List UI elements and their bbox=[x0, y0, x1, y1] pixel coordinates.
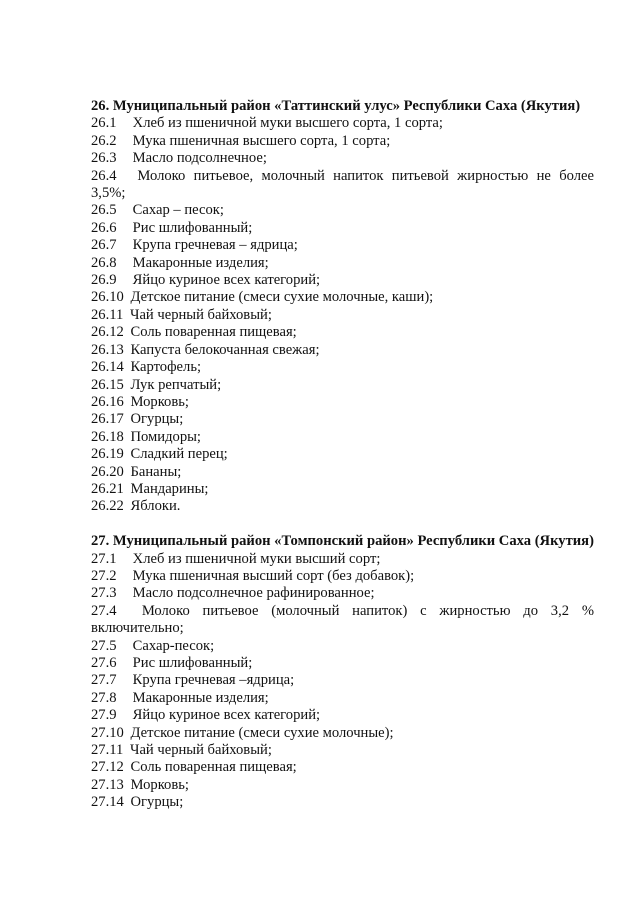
list-item bbox=[91, 446, 594, 463]
section-heading: 27. Муниципальный район «Томпонский район» Республики Саха (Якутия) bbox=[91, 533, 594, 550]
item-number: 27.12 bbox=[91, 759, 124, 776]
item-number: 26.6 bbox=[91, 219, 117, 236]
item-number: 26.14 bbox=[91, 359, 124, 376]
item-number: 26.3 bbox=[91, 150, 117, 167]
item-text: Молоко питьевое, молочный напиток питьевой жирностью не более 3,5%; bbox=[91, 167, 594, 202]
item-text: Хлеб из пшеничной муки высший сорт; bbox=[132, 550, 381, 567]
item-text: Лук репчатый; bbox=[130, 376, 222, 393]
list-item bbox=[91, 655, 594, 672]
list-item bbox=[91, 585, 594, 602]
item-text: Соль поваренная пищевая; bbox=[130, 324, 297, 341]
list-item bbox=[91, 429, 594, 446]
list-item bbox=[91, 707, 594, 724]
item-number: 27.7 bbox=[91, 672, 117, 689]
list-item bbox=[91, 237, 594, 254]
list-item bbox=[91, 168, 594, 203]
list-item bbox=[91, 150, 594, 167]
list-item bbox=[91, 202, 594, 219]
item-text: Макаронные изделия; bbox=[132, 254, 269, 271]
item-number: 26.22 bbox=[91, 498, 124, 515]
list-item bbox=[91, 359, 594, 376]
list-item bbox=[91, 568, 594, 585]
item-number: 27.14 bbox=[91, 794, 124, 811]
list-item bbox=[91, 133, 594, 150]
list-item bbox=[91, 725, 594, 742]
item-text: Сахар – песок; bbox=[132, 202, 224, 219]
section-heading: 26. Муниципальный район «Таттинский улус» Республики Саха (Якутия) bbox=[91, 98, 581, 114]
item-text: Макаронные изделия; bbox=[132, 689, 269, 706]
list-item bbox=[91, 690, 594, 707]
item-text: Мука пшеничная высшего сорта, 1 сорта; bbox=[132, 132, 391, 149]
list-item bbox=[91, 638, 594, 655]
item-number: 26.19 bbox=[91, 446, 124, 463]
item-text: Крупа гречневая – ядрица; bbox=[132, 237, 298, 254]
item-number: 26.10 bbox=[91, 289, 124, 306]
item-number: 26.12 bbox=[91, 324, 124, 341]
list-item bbox=[91, 115, 594, 132]
list-item bbox=[91, 551, 594, 568]
list-item bbox=[91, 464, 594, 481]
item-text: Детское питание (смеси сухие молочные, каши); bbox=[130, 289, 434, 306]
item-number: 26.1 bbox=[91, 115, 117, 132]
item-number: 27.4 bbox=[91, 602, 117, 619]
list-item bbox=[91, 307, 594, 324]
item-text: Яйцо куриное всех категорий; bbox=[132, 707, 321, 724]
item-text: Масло подсолнечное рафинированное; bbox=[132, 585, 375, 602]
item-text: Рис шлифованный; bbox=[132, 219, 253, 236]
item-number: 26.21 bbox=[91, 480, 124, 497]
item-text: Капуста белокочанная свежая; bbox=[130, 341, 320, 358]
list-item bbox=[91, 672, 594, 689]
item-text: Рис шлифованный; bbox=[132, 654, 253, 671]
list-item bbox=[91, 777, 594, 794]
item-number: 26.18 bbox=[91, 428, 124, 445]
list-item bbox=[91, 411, 594, 428]
item-number: 26.7 bbox=[91, 237, 117, 254]
item-number: 27.9 bbox=[91, 707, 117, 724]
list-item bbox=[91, 220, 594, 237]
section-27 bbox=[91, 533, 594, 812]
item-number: 27.3 bbox=[91, 585, 117, 602]
list-item bbox=[91, 272, 594, 289]
list-item bbox=[91, 481, 594, 498]
section-26 bbox=[91, 98, 594, 516]
item-number: 27.13 bbox=[91, 776, 124, 793]
list-item bbox=[91, 742, 594, 759]
item-text: Морковь; bbox=[130, 393, 189, 410]
item-text: Молоко питьевое (молочный напиток) с жирностью до 3,2 % включительно; bbox=[91, 602, 594, 637]
item-text: Сахар-песок; bbox=[132, 637, 215, 654]
item-text: Сладкий перец; bbox=[130, 446, 228, 463]
item-text: Масло подсолнечное; bbox=[132, 150, 267, 167]
item-text: Огурцы; bbox=[130, 794, 184, 811]
item-text: Мандарины; bbox=[130, 480, 209, 497]
item-text: Бананы; bbox=[130, 463, 182, 480]
item-text: Мука пшеничная высший сорт (без добавок); bbox=[132, 567, 415, 584]
item-number: 26.17 bbox=[91, 411, 124, 428]
item-text: Помидоры; bbox=[130, 428, 201, 445]
item-text: Хлеб из пшеничной муки высшего сорта, 1 сорта; bbox=[132, 115, 443, 132]
item-text: Крупа гречневая –ядрица; bbox=[132, 672, 295, 689]
item-text: Соль поваренная пищевая; bbox=[130, 759, 297, 776]
item-number: 27.1 bbox=[91, 550, 117, 567]
item-number: 27.10 bbox=[91, 724, 124, 741]
item-number: 26.11 bbox=[91, 306, 124, 323]
item-number: 26.9 bbox=[91, 272, 117, 289]
item-number: 26.15 bbox=[91, 376, 124, 393]
item-number: 26.8 bbox=[91, 254, 117, 271]
list-item bbox=[91, 289, 594, 306]
item-number: 27.6 bbox=[91, 654, 117, 671]
item-text: Морковь; bbox=[130, 776, 189, 793]
item-number: 26.13 bbox=[91, 341, 124, 358]
item-number: 27.8 bbox=[91, 689, 117, 706]
list-item bbox=[91, 498, 594, 515]
item-number: 27.11 bbox=[91, 742, 124, 759]
item-number: 26.5 bbox=[91, 202, 117, 219]
item-text: Огурцы; bbox=[130, 411, 184, 428]
item-text: Чай черный байховый; bbox=[129, 742, 272, 759]
list-item bbox=[91, 377, 594, 394]
item-text: Яйцо куриное всех категорий; bbox=[132, 272, 321, 289]
item-number: 26.16 bbox=[91, 393, 124, 410]
list-item bbox=[91, 324, 594, 341]
list-item bbox=[91, 255, 594, 272]
item-text: Картофель; bbox=[130, 359, 202, 376]
item-number: 26.2 bbox=[91, 132, 117, 149]
list-item bbox=[91, 603, 594, 638]
item-text: Чай черный байховый; bbox=[129, 306, 272, 323]
item-number: 27.5 bbox=[91, 637, 117, 654]
list-item bbox=[91, 794, 594, 811]
item-number: 26.20 bbox=[91, 463, 124, 480]
item-number: 27.2 bbox=[91, 567, 117, 584]
item-text: Детское питание (смеси сухие молочные); bbox=[130, 724, 394, 741]
document-page bbox=[91, 98, 594, 812]
list-item bbox=[91, 394, 594, 411]
item-text: Яблоки. bbox=[130, 498, 181, 515]
list-item bbox=[91, 759, 594, 776]
item-number: 26.4 bbox=[91, 167, 117, 184]
list-item bbox=[91, 342, 594, 359]
